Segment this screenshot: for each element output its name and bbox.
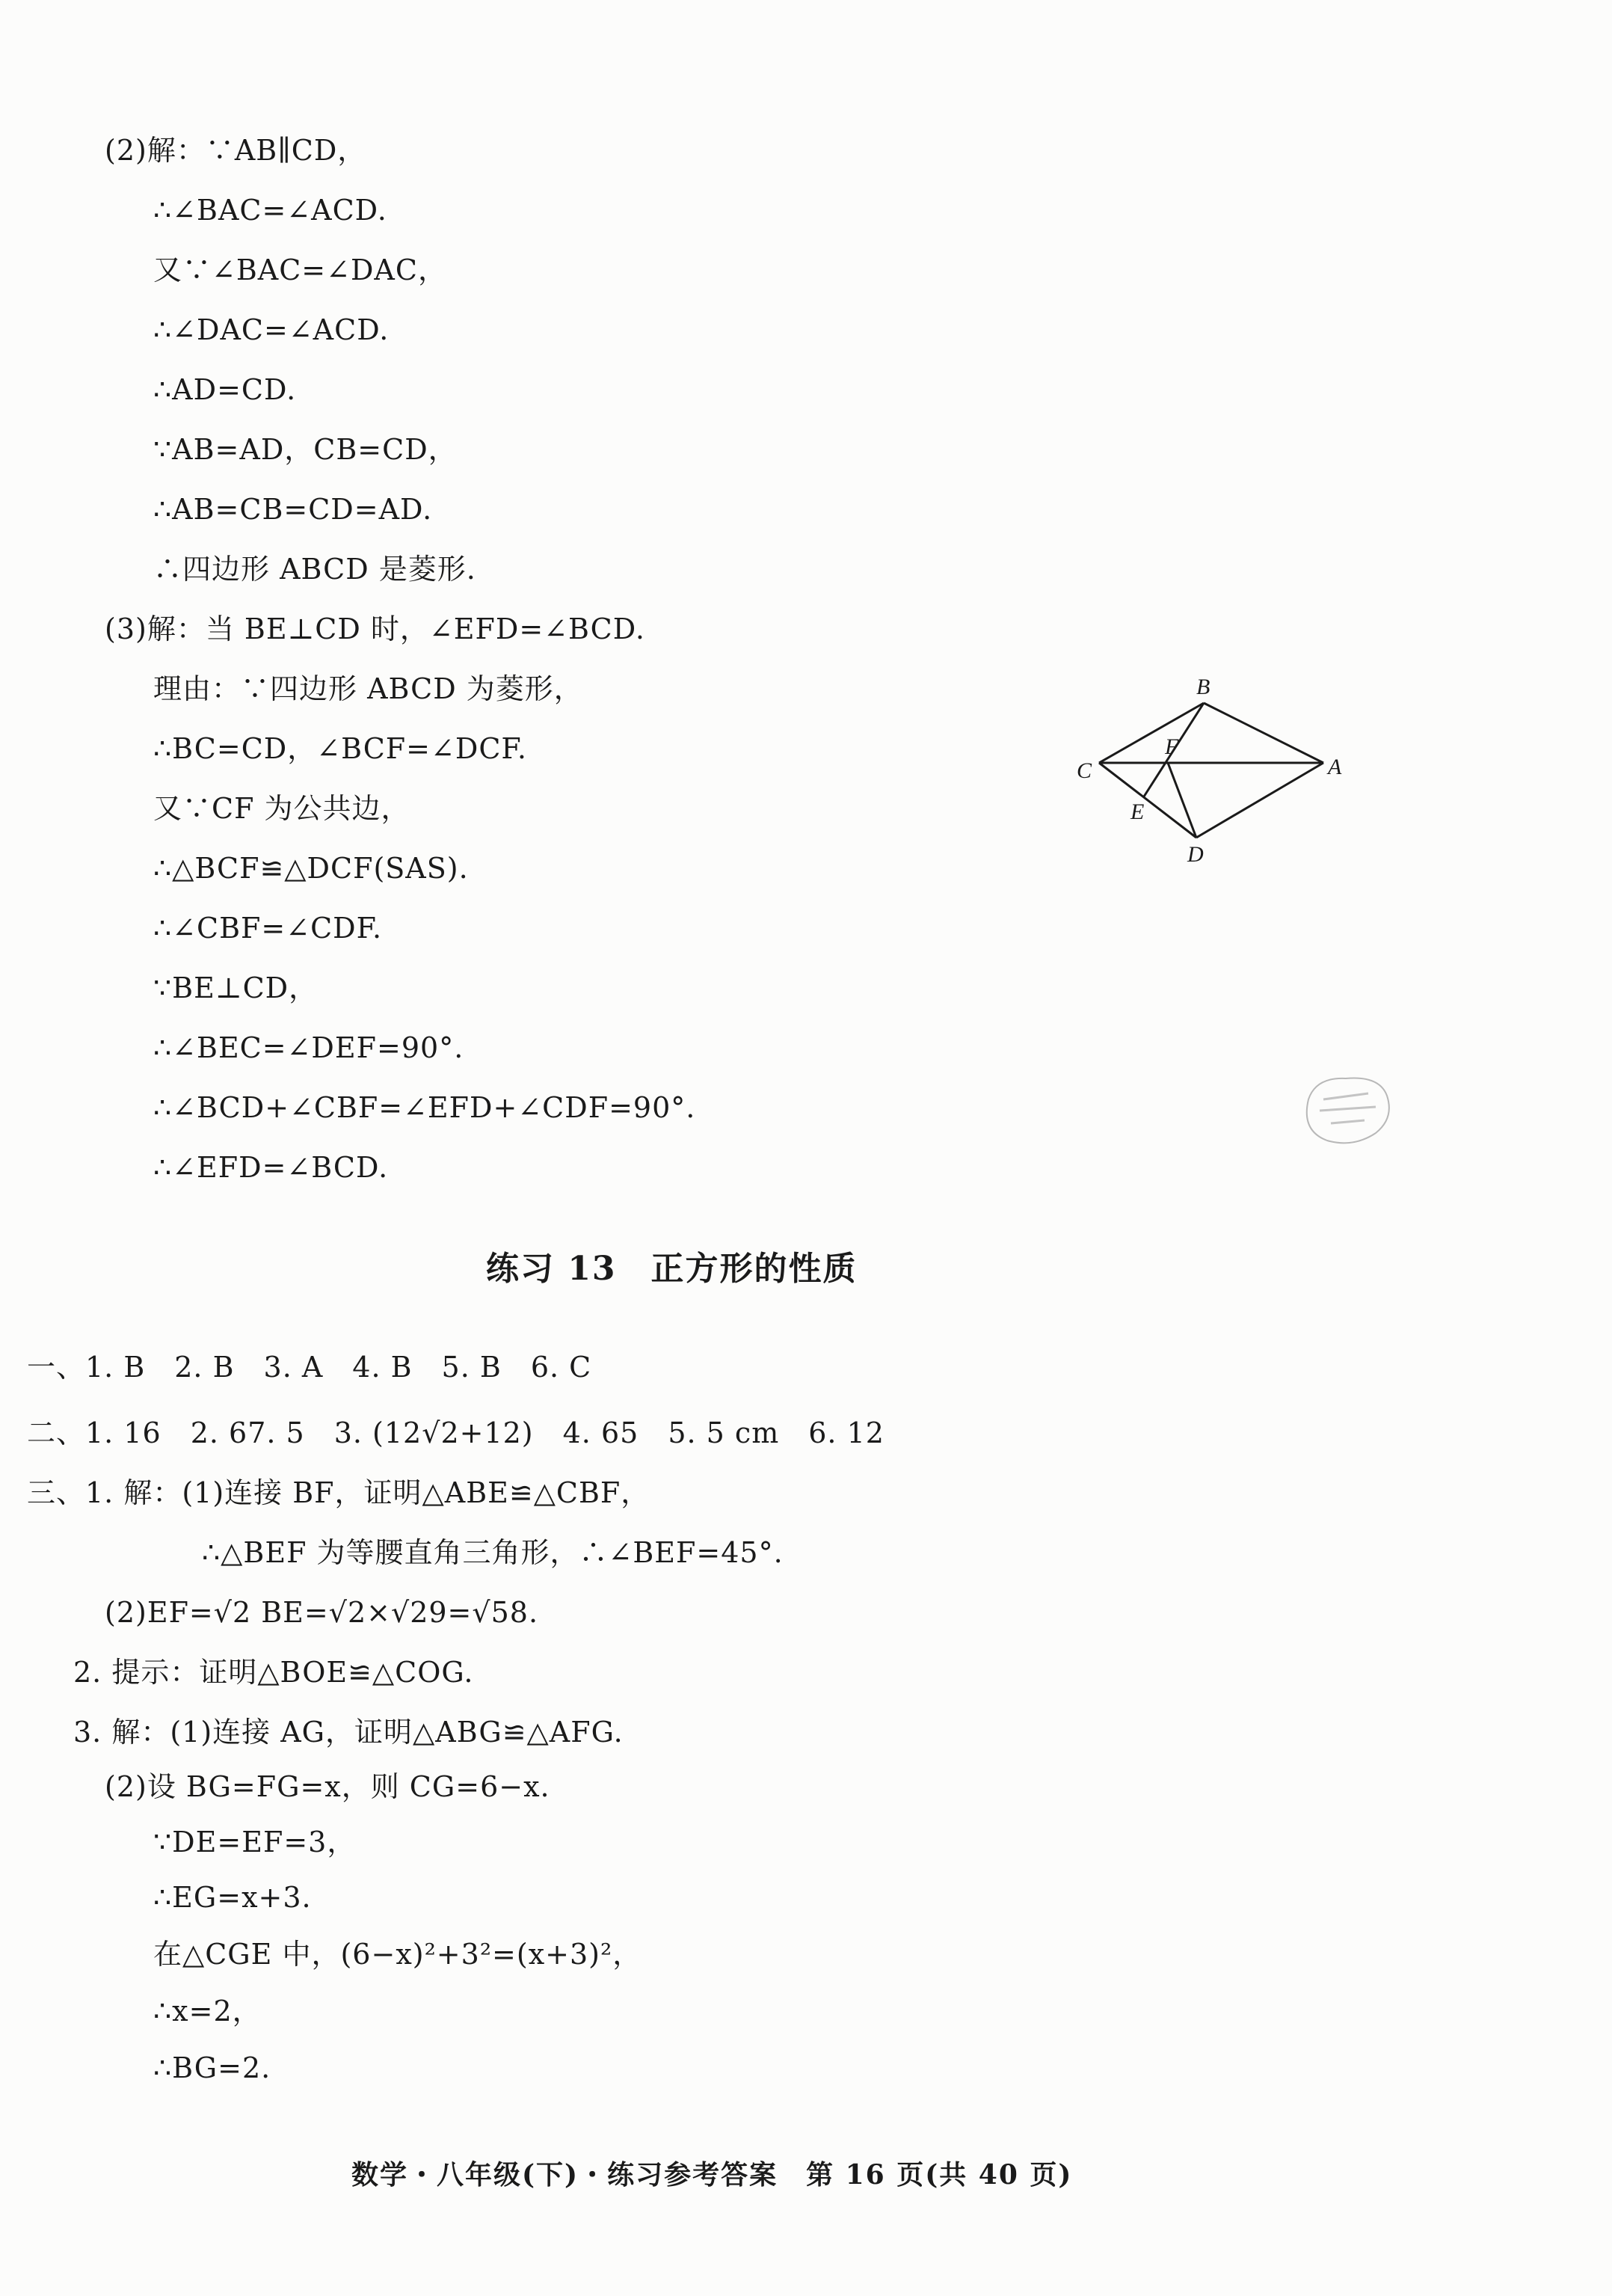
label-c: C: [1077, 758, 1092, 783]
answer-line: (3)解：当 BE⊥CD 时，∠EFD=∠BCD.: [105, 613, 645, 645]
answer-line: ∴BG=2.: [153, 2051, 271, 2084]
label-b: B: [1196, 675, 1210, 699]
answer-line: ∵BE⊥CD，: [153, 971, 319, 1004]
answer-line: ∴△BCF≌△DCF(SAS).: [153, 852, 469, 885]
answer-line: 在△CGE 中，(6−x)²+3²=(x+3)²，: [153, 1938, 642, 1971]
answer-line: 又∵∠BAC=∠DAC，: [153, 254, 447, 286]
edge-ba: [1204, 703, 1323, 763]
section-title: 练习 13 正方形的性质: [486, 1250, 858, 1288]
answer-line: ∴∠BCD+∠CBF=∠EFD+∠CDF=90°.: [153, 1091, 696, 1124]
answer-line: ∵DE=EF=3，: [153, 1826, 357, 1858]
answer-line: ∴∠BAC=∠ACD.: [153, 194, 387, 227]
answer-line: ∴四边形 ABCD 是菱形.: [153, 553, 476, 586]
answer-line: ∴AB=CB=CD=AD.: [153, 493, 433, 526]
answer-line: (2)解：∵AB∥CD，: [105, 134, 367, 167]
answer-line: ∴EG=x+3.: [153, 1881, 312, 1914]
answer-line: ∴BC=CD，∠BCF=∠DCF.: [153, 732, 527, 765]
answer-line: ∴∠CBF=∠CDF.: [153, 912, 383, 945]
rhombus-diagram: [1062, 666, 1346, 875]
label-a: A: [1328, 755, 1342, 779]
edge-cb: [1099, 703, 1204, 763]
answer-line: 2. 提示：证明△BOE≌△COG.: [73, 1656, 474, 1689]
answer-line: 理由：∵四边形 ABCD 为菱形，: [153, 672, 583, 705]
answer-line: 三、1. 解：(1)连接 BF，证明△ABE≌△CBF，: [27, 1476, 650, 1509]
label-e: E: [1130, 799, 1145, 824]
answer-line: ∴AD=CD.: [153, 373, 297, 406]
edge-ad: [1196, 763, 1323, 838]
answer-line: 3. 解：(1)连接 AG，证明△ABG≌△AFG.: [73, 1716, 624, 1749]
answer-line: ∴∠EFD=∠BCD.: [153, 1151, 389, 1184]
answer-line: 又∵CF 为公共边，: [153, 792, 410, 825]
answer-line: ∴∠BEC=∠DEF=90°.: [153, 1031, 464, 1064]
answer-line: ∴△BEF 为等腰直角三角形，∴∠BEF=45°.: [202, 1536, 784, 1569]
answer-line: ∵AB=AD，CB=CD，: [153, 433, 458, 466]
label-f: F: [1165, 734, 1179, 759]
answer-line: 二、1. 16 2. 67. 5 3. (12√2+12) 4. 65 5. 5 cm 6. 12: [27, 1416, 885, 1449]
page-footer: 数学・八年级(下)・练习参考答案 第 16 页(共 40 页): [351, 2159, 1073, 2191]
label-d: D: [1187, 842, 1204, 867]
answer-line: (2)设 BG=FG=x，则 CG=6−x.: [105, 1770, 550, 1803]
watermark-stamp: [1293, 1069, 1398, 1152]
answer-line: (2)EF=√2 BE=√2×√29=√58.: [105, 1596, 539, 1629]
answer-line: ∴x=2，: [153, 1995, 262, 2028]
answer-line: 一、1. B 2. B 3. A 4. B 5. B 6. C: [27, 1351, 592, 1384]
answer-line: ∴∠DAC=∠ACD.: [153, 313, 390, 346]
